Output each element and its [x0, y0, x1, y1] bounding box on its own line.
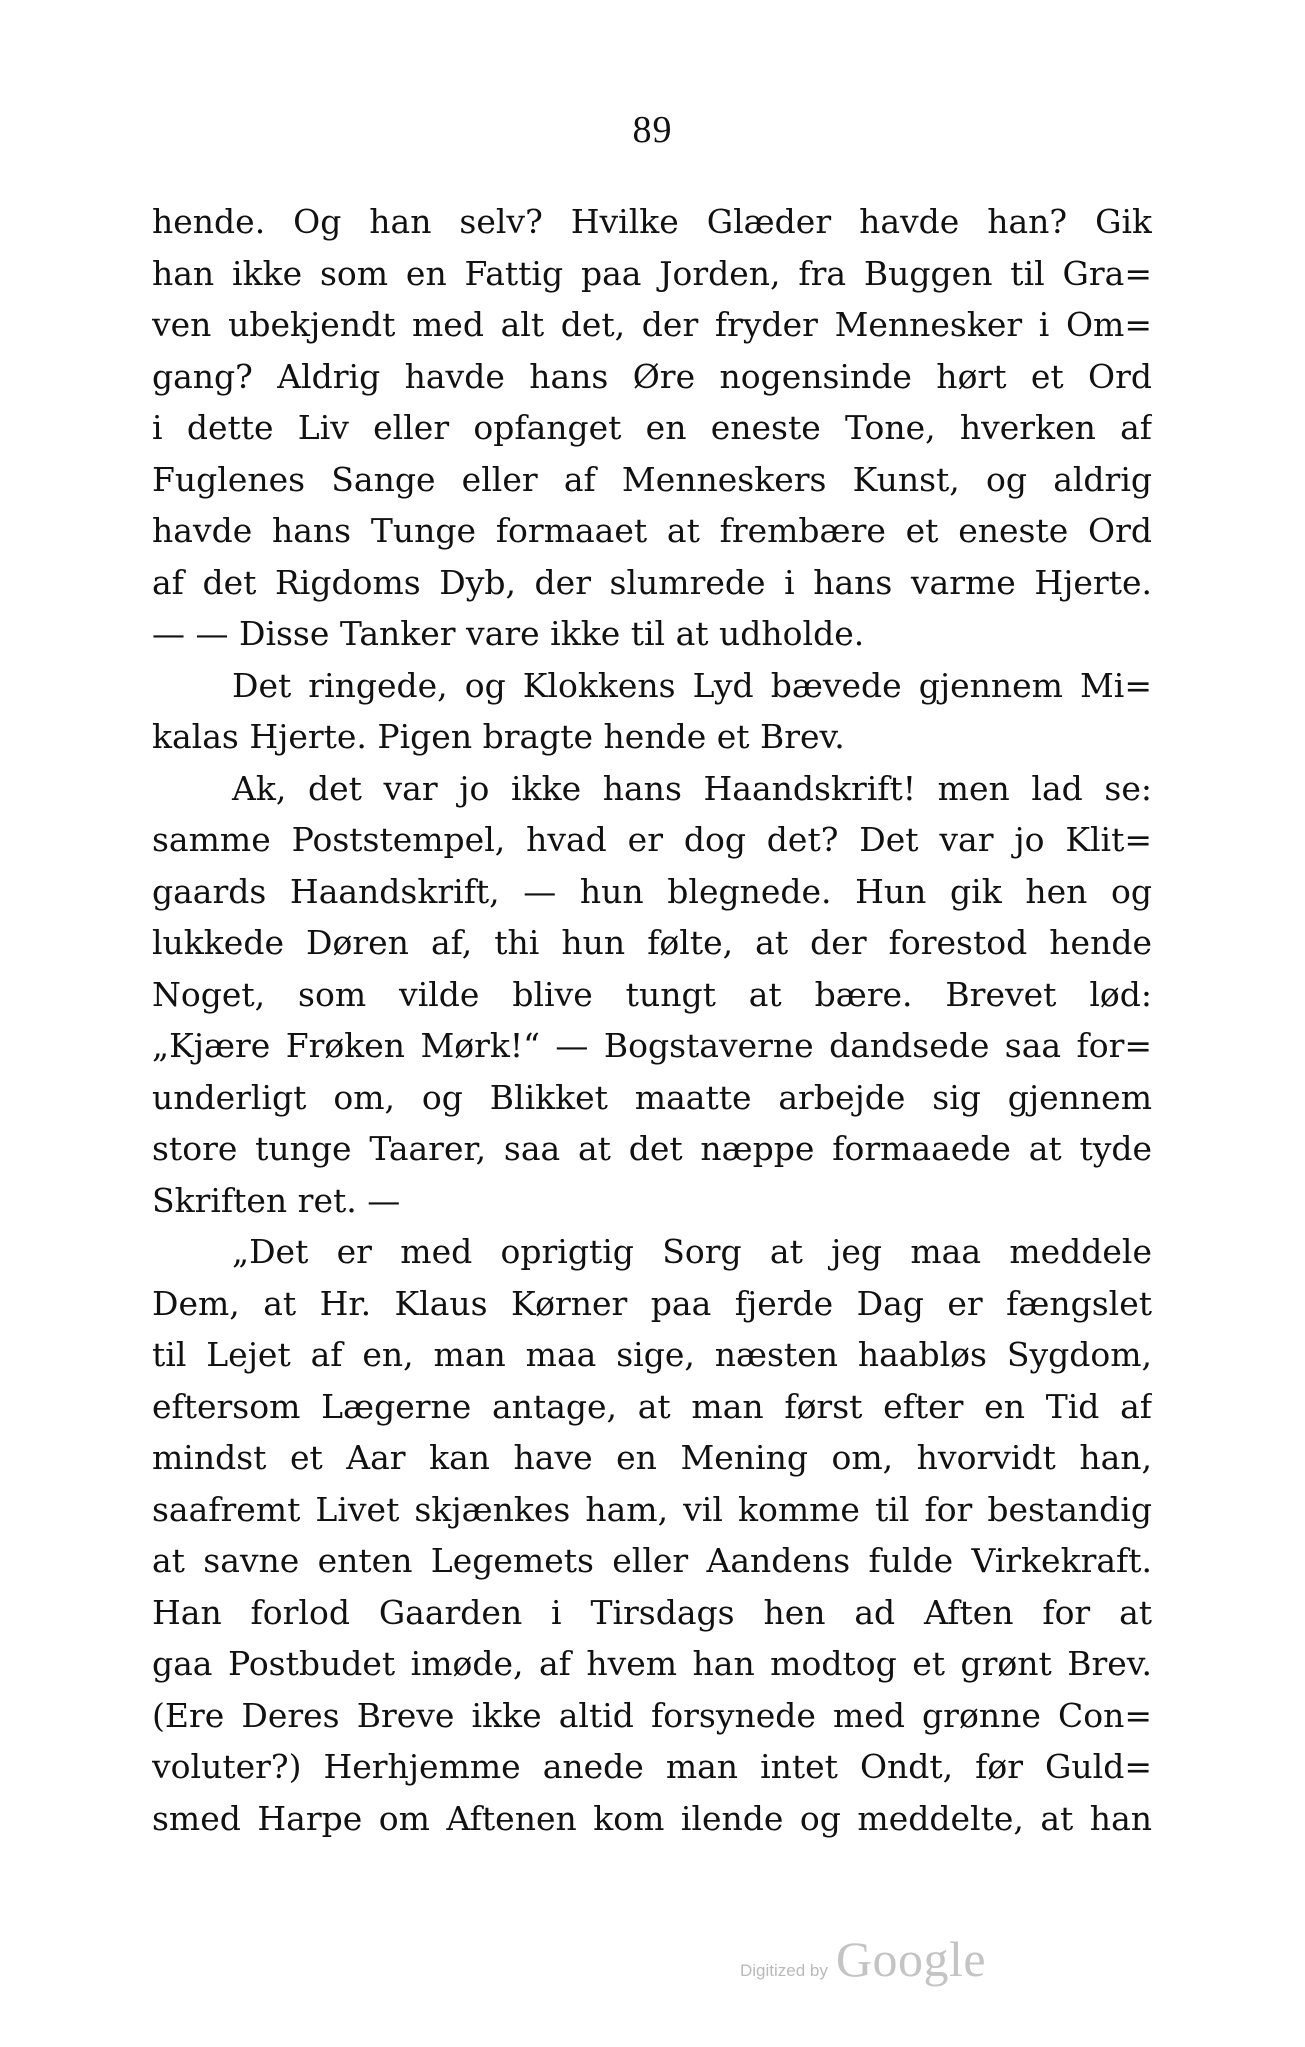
text-line: i dette Liv eller opfanget en eneste Tone, hverken af	[152, 408, 1152, 447]
text-line: store tunge Taarer, saa at det næppe formaaede at tyde	[152, 1129, 1152, 1168]
text-line: hende. Og han selv? Hvilke Glæder havde han? Gik	[152, 202, 1152, 241]
text-line: Skriften ret. —	[152, 1180, 401, 1220]
text-line: han ikke som en Fattig paa Jorden, fra Buggen til Gra=	[152, 253, 1152, 293]
text-line: (Ere Deres Breve ikke altid forsynede med grønne Con=	[152, 1695, 1152, 1735]
text-line: havde hans Tunge formaaet at frembære et eneste Ord	[152, 511, 1152, 550]
body-text	[152, 196, 1152, 1844]
text-line: samme Poststempel, hvad er dog det? Det var jo Klit=	[152, 820, 1152, 859]
google-logo: Google	[835, 1931, 987, 1987]
text-line: ven ubekjendt med alt det, der fryder Mennesker i Om=	[152, 305, 1152, 344]
text-line: — — Disse Tanker vare ikke til at udholde.	[152, 614, 865, 653]
text-line: voluter?) Herhjemme anede man intet Ondt, før Guld=	[152, 1747, 1152, 1786]
text-line: Dem, at Hr. Klaus Kørner paa fjerde Dag er fængslet	[152, 1283, 1152, 1323]
text-line: „Det er med oprigtig Sorg at jeg maa meddele	[232, 1232, 1152, 1271]
text-line: underligt om, og Blikket maatte arbejde sig gjennem	[152, 1077, 1152, 1117]
text-line: saafremt Livet skjænkes ham, vil komme til for bestandig	[152, 1489, 1152, 1529]
digitized-watermark	[740, 1930, 986, 1988]
page-number: 89	[632, 109, 673, 151]
text-line: kalas Hjerte. Pigen bragte hende et Brev.	[152, 717, 845, 756]
text-line: eftersom Lægerne antage, at man først efter en Tid af	[152, 1386, 1152, 1426]
text-line: af det Rigdoms Dyb, der slumrede i hans varme Hjerte.	[152, 562, 1152, 602]
text-line: at savne enten Legemets eller Aandens fulde Virkekraft.	[152, 1541, 1152, 1580]
text-line: mindst et Aar kan have en Mening om, hvorvidt han,	[152, 1438, 1152, 1477]
text-line: lukkede Døren af, thi hun følte, at der forestod hende	[152, 923, 1152, 962]
text-line: „Kjære Frøken Mørk!“ — Bogstaverne dandsede saa for=	[152, 1026, 1152, 1065]
text-line: gaa Postbudet imøde, af hvem han modtog et grønt Brev.	[152, 1644, 1152, 1683]
digitized-label: Digitized by	[740, 1961, 828, 1980]
text-line: Fuglenes Sange eller af Menneskers Kunst, og aldrig	[152, 459, 1152, 499]
text-line: Ak, det var jo ikke hans Haandskrift! men lad se:	[232, 768, 1152, 808]
text-line: gaards Haandskrift, — hun blegnede. Hun gik hen og	[152, 871, 1152, 911]
text-line: Han forlod Gaarden i Tirsdags hen ad Aften for at	[152, 1592, 1152, 1632]
text-line: gang? Aldrig havde hans Øre nogensinde hørt et Ord	[152, 356, 1152, 396]
text-line: Noget, som vilde blive tungt at bære. Brevet lød:	[152, 974, 1152, 1014]
text-line: Det ringede, og Klokkens Lyd bævede gjennem Mi=	[232, 665, 1152, 705]
text-line: til Lejet af en, man maa sige, næsten haabløs Sygdom,	[152, 1335, 1152, 1374]
text-line: smed Harpe om Aftenen kom ilende og meddelte, at han	[152, 1798, 1152, 1838]
